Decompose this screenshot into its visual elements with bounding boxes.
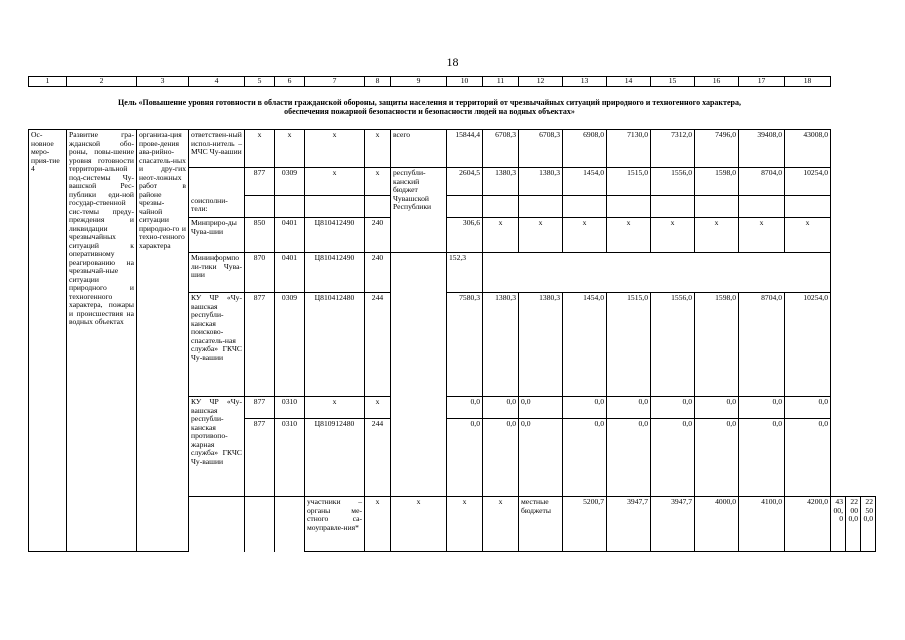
- value-cell: 39408,0: [739, 130, 785, 168]
- empty-cell: [245, 497, 275, 552]
- value-cell: 0,0: [483, 419, 519, 497]
- col-number: 5: [245, 77, 275, 87]
- value-cell: [483, 253, 519, 293]
- value-cell: 306,6: [447, 218, 483, 253]
- code-cell: 877: [245, 293, 275, 397]
- value-cell: 8704,0: [739, 293, 785, 397]
- code-cell: Ц810912480: [305, 419, 365, 497]
- value-cell: 0,0: [651, 397, 695, 419]
- value-cell: [519, 196, 563, 218]
- value-cell: 0,0: [483, 397, 519, 419]
- value-cell: [607, 196, 651, 218]
- value-cell: x: [695, 218, 739, 253]
- value-cell: 1515,0: [607, 293, 651, 397]
- value-cell: 0,0: [563, 419, 607, 497]
- goal-heading: [29, 87, 831, 130]
- value-cell: [563, 253, 607, 293]
- value-cell: 0,0: [695, 397, 739, 419]
- col-number: 10: [447, 77, 483, 87]
- value-cell: 0,0: [785, 419, 831, 497]
- value-cell: x: [739, 218, 785, 253]
- executor-cell: соисполни-тели:: [189, 196, 245, 218]
- value-cell: 6708,3: [519, 130, 563, 168]
- source-cell: республи-канский бюджет Чувашской Республики: [391, 168, 447, 253]
- value-cell: 1556,0: [651, 168, 695, 196]
- code-cell: [275, 196, 305, 218]
- value-cell: 43008,0: [785, 130, 831, 168]
- col-number: 4: [189, 77, 245, 87]
- value-cell: 0,0: [519, 419, 563, 497]
- executor-cell: участники – органы ме-стного са-моуправле-ния*: [305, 497, 365, 552]
- code-cell: Ц810412480: [305, 293, 365, 397]
- executor-cell: Минприро-ды Чува-шии: [189, 218, 245, 253]
- value-cell: 0,0: [519, 397, 563, 419]
- value-cell: x: [607, 218, 651, 253]
- code-cell: 0310: [275, 419, 305, 497]
- col-number: 16: [695, 77, 739, 87]
- code-cell: x: [365, 397, 391, 419]
- value-cell: 15844,4: [447, 130, 483, 168]
- executor-cell: Мининформполи-тики Чува-шии: [189, 253, 245, 293]
- value-cell: [447, 196, 483, 218]
- col-number: 8: [365, 77, 391, 87]
- code-cell: x: [275, 130, 305, 168]
- value-cell: 7496,0: [695, 130, 739, 168]
- value-cell: x: [651, 218, 695, 253]
- value-cell: 10254,0: [785, 293, 831, 397]
- value-cell: [785, 196, 831, 218]
- value-cell: 1454,0: [563, 168, 607, 196]
- value-cell: 7130,0: [607, 130, 651, 168]
- value-cell: [739, 196, 785, 218]
- value-cell: 0,0: [563, 397, 607, 419]
- value-cell: 1598,0: [695, 293, 739, 397]
- code-cell: 0309: [275, 293, 305, 397]
- value-cell: x: [519, 218, 563, 253]
- value-cell: 6708,3: [483, 130, 519, 168]
- code-cell: x: [305, 130, 365, 168]
- value-cell: 0,0: [785, 397, 831, 419]
- code-cell: 877: [245, 419, 275, 497]
- value-cell: 4200,0: [785, 497, 831, 552]
- value-cell: 1380,3: [483, 293, 519, 397]
- code-cell: x: [305, 168, 365, 196]
- col-number: 7: [305, 77, 365, 87]
- value-cell: 22000,0: [846, 497, 861, 552]
- value-cell: [607, 253, 651, 293]
- source-cell: всего: [391, 130, 447, 168]
- value-cell: [519, 253, 563, 293]
- value-cell: x: [483, 218, 519, 253]
- goal-row: [29, 87, 876, 130]
- col-number: 13: [563, 77, 607, 87]
- code-cell: x: [365, 168, 391, 196]
- value-cell: [563, 196, 607, 218]
- code-cell: 244: [365, 293, 391, 397]
- value-cell: 3947,7: [651, 497, 695, 552]
- value-cell: 7580,3: [447, 293, 483, 397]
- value-cell: x: [785, 218, 831, 253]
- code-cell: 0401: [275, 218, 305, 253]
- value-cell: [483, 196, 519, 218]
- executor-cell: КУ ЧР «Чу-вашская республи-канская поисково-спасатель-ная служба» ГКЧС Чу-вашии: [189, 293, 245, 397]
- value-cell: 0,0: [447, 397, 483, 419]
- value-cell: 1380,3: [519, 293, 563, 397]
- value-cell: x: [563, 218, 607, 253]
- code-cell: x: [365, 497, 391, 552]
- value-cell: [651, 253, 695, 293]
- code-cell: 850: [245, 218, 275, 253]
- code-cell: x: [365, 130, 391, 168]
- col-number: 6: [275, 77, 305, 87]
- col-number: 3: [137, 77, 189, 87]
- program-table: [28, 76, 876, 552]
- executor-cell: [189, 168, 245, 196]
- value-cell: 0,0: [695, 419, 739, 497]
- value-cell: 1454,0: [563, 293, 607, 397]
- code-cell: 0309: [275, 168, 305, 196]
- value-cell: 4000,0: [695, 497, 739, 552]
- measure-description: Развитие гра-жданской обо-роны, повы-шение уровня готовности территори-альной под-системы Чу-вашской Рес-публики еди-ной государ-ственной сис-темы преду-преждения и ликвидации чрезвычайных ситуаций к оперативному реагированию на чрезвычай-ные ситуации природного и техногенного характера, пожары и происшествия на водных объектах: [67, 130, 137, 552]
- column-number-row: [29, 77, 876, 87]
- value-cell: [785, 253, 831, 293]
- value-cell: 6908,0: [563, 130, 607, 168]
- value-cell: [739, 253, 785, 293]
- col-number: 1: [29, 77, 67, 87]
- executor-cell: КУ ЧР «Чу-вашская республи-канская противопо-жарная служба» ГКЧС Чу-вашии: [189, 397, 245, 497]
- value-cell: [695, 253, 739, 293]
- code-cell: x: [447, 497, 483, 552]
- source-cell: местные бюджеты: [519, 497, 563, 552]
- value-cell: 10254,0: [785, 168, 831, 196]
- col-number: 2: [67, 77, 137, 87]
- code-cell: Ц810412490: [305, 253, 365, 293]
- code-cell: [245, 196, 275, 218]
- code-cell: 870: [245, 253, 275, 293]
- col-number: 12: [519, 77, 563, 87]
- value-cell: 1380,3: [519, 168, 563, 196]
- value-cell: [695, 196, 739, 218]
- page-number: 18: [446, 55, 459, 69]
- code-cell: [365, 196, 391, 218]
- value-cell: 0,0: [651, 419, 695, 497]
- col-number: 14: [607, 77, 651, 87]
- code-cell: 240: [365, 218, 391, 253]
- measure-label: Ос-новное меро-прия-тие 4: [29, 130, 67, 552]
- code-cell: 877: [245, 397, 275, 419]
- col-number: 18: [785, 77, 831, 87]
- code-cell: 244: [365, 419, 391, 497]
- empty-cell: [189, 497, 245, 552]
- col-number: 9: [391, 77, 447, 87]
- value-cell: 3947,7: [607, 497, 651, 552]
- value-cell: 1598,0: [695, 168, 739, 196]
- value-cell: 2604,5: [447, 168, 483, 196]
- code-cell: 0310: [275, 397, 305, 419]
- value-cell: 7312,0: [651, 130, 695, 168]
- col-number: 15: [651, 77, 695, 87]
- value-cell: 5200,7: [563, 497, 607, 552]
- value-cell: 8704,0: [739, 168, 785, 196]
- code-cell: 240: [365, 253, 391, 293]
- col-number: 11: [483, 77, 519, 87]
- value-cell: 1380,3: [483, 168, 519, 196]
- code-cell: Ц810412490: [305, 218, 365, 253]
- value-cell: 1556,0: [651, 293, 695, 397]
- code-cell: x: [483, 497, 519, 552]
- value-cell: 0,0: [607, 419, 651, 497]
- value-cell: 22500,0: [861, 497, 876, 552]
- code-cell: 0401: [275, 253, 305, 293]
- code-cell: x: [305, 397, 365, 419]
- code-cell: x: [391, 497, 447, 552]
- goal-line-2: обеспечения пожарной безопасности и безопасности людей на водных объектах»: [284, 107, 575, 116]
- activity-description: организа-ция прове-дения ава-рийно-спасатель-ных и дру-гих неот-ложных работ в районе чрезвы-чайной ситуации природно-го и техно-генного характера: [137, 130, 189, 552]
- empty-cell: [275, 497, 305, 552]
- code-cell: [305, 196, 365, 218]
- code-cell: 877: [245, 168, 275, 196]
- value-cell: 0,0: [607, 397, 651, 419]
- value-cell: 1515,0: [607, 168, 651, 196]
- code-cell: x: [245, 130, 275, 168]
- value-cell: 152,3: [447, 253, 483, 293]
- value-cell: 0,0: [739, 419, 785, 497]
- value-cell: 0,0: [739, 397, 785, 419]
- goal-line-1: Цель «Повышение уровня готовности в области гражданской обороны, защиты населения и территорий от чрезвычайных ситуаций природного и техногенного характера,: [118, 98, 741, 108]
- value-cell: 4100,0: [739, 497, 785, 552]
- table-row: [29, 130, 876, 168]
- value-cell: 0,0: [447, 419, 483, 497]
- col-number: 17: [739, 77, 785, 87]
- value-cell: 4300,0: [831, 497, 846, 552]
- source-cell: [391, 253, 447, 497]
- value-cell: [651, 196, 695, 218]
- executor-cell: ответствен-ный испол-нитель – МЧС Чу-вашии: [189, 130, 245, 168]
